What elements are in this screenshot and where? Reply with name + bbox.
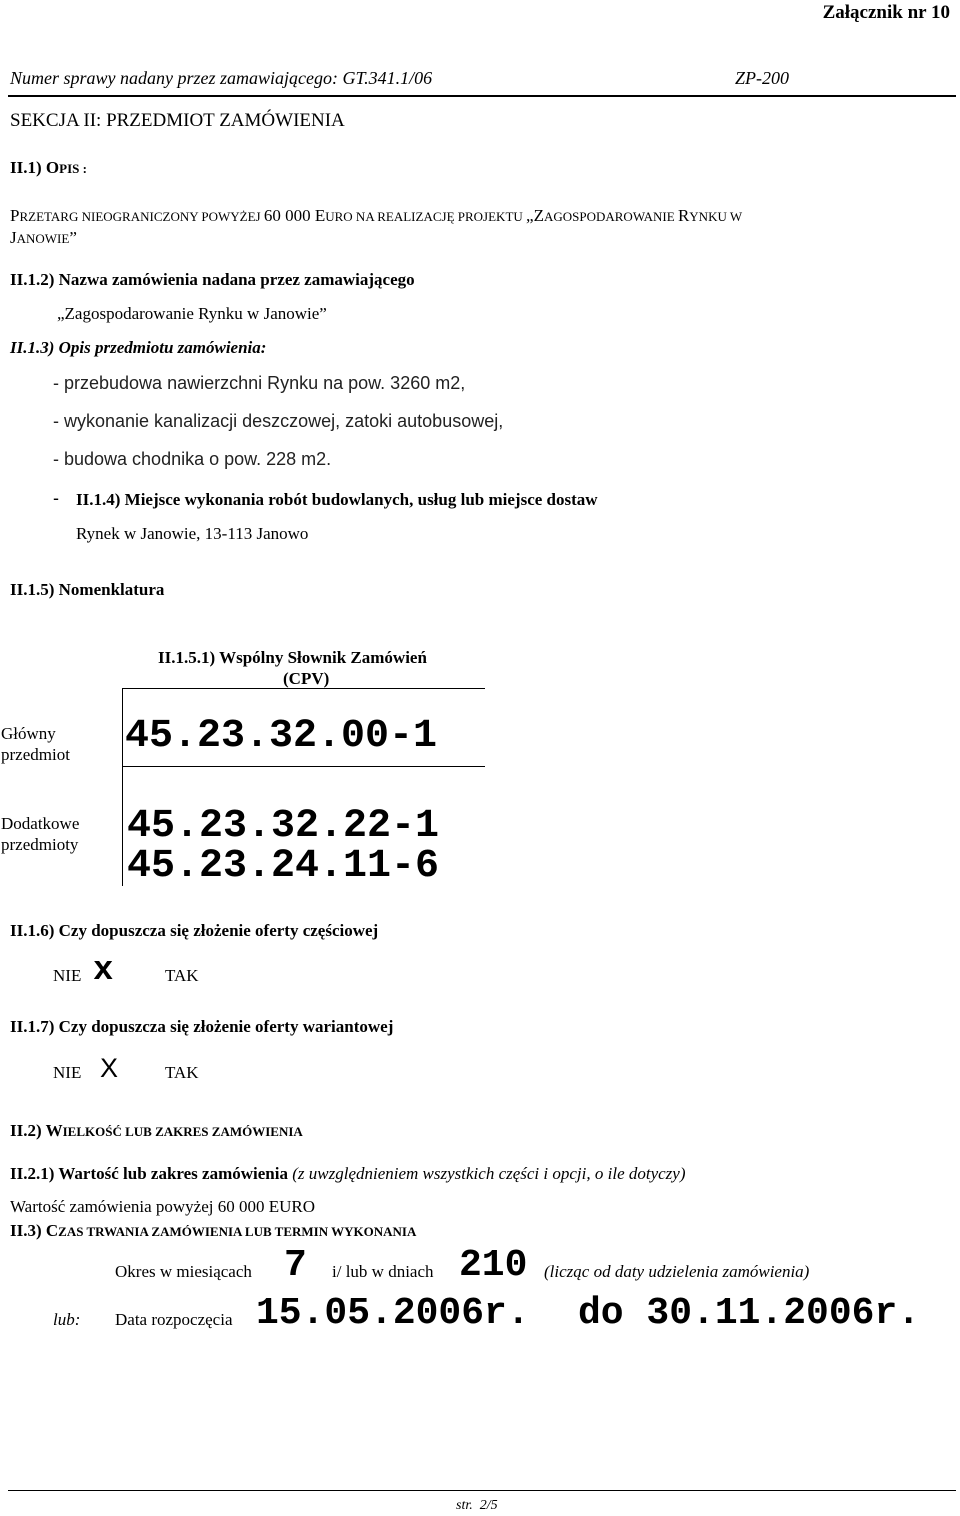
partial-no-mark: x: [93, 952, 114, 990]
value-text: Wartość zamówienia powyżej 60 000 EURO: [10, 1197, 316, 1216]
name-heading: II.1.2) Nazwa zamówienia nadana przez zamawiającego: [10, 270, 415, 289]
or-label: lub:: [53, 1310, 81, 1329]
attachment-label: Załącznik nr 10: [822, 2, 950, 23]
start-date-label: Data rozpoczęcia: [115, 1310, 233, 1329]
main-cpv-code: 45.23.32.00-1: [125, 714, 438, 759]
section-title: SEKCJA II: PRZEDMIOT ZAMÓWIENIA: [10, 110, 345, 131]
cpv-table-rule: [122, 766, 485, 767]
partial-offer-heading: II.1.6) Czy dopuszcza się złożenie oferty częściowej: [10, 921, 379, 940]
variant-offer-heading: II.1.7) Czy dopuszcza się złożenie oferty wariantowej: [10, 1017, 394, 1036]
description-heading: II.1) OPIS :: [10, 158, 87, 177]
cpv-table-rule: [122, 688, 485, 689]
name-value: „Zagospodarowanie Rynku w Janowie”: [57, 304, 327, 323]
value-heading-line: II.2.1) Wartość lub zakres zamówienia (z uwzględnieniem wszystkich części i opcji, o ile dotyczy): [10, 1164, 686, 1183]
footer-rule: [8, 1490, 956, 1491]
nomenclature-heading: II.1.5) Nomenklatura: [10, 580, 165, 599]
place-value: Rynek w Janowie, 13-113 Janowo: [76, 524, 309, 543]
extra-cpv-code: 45.23.24.11-6: [127, 844, 440, 889]
start-date-value: 15.05.2006r.: [256, 1292, 530, 1335]
days-note: (licząc od daty udzielenia zamówienia): [544, 1262, 810, 1281]
main-subject-label: Główny przedmiot: [1, 724, 70, 764]
case-number: Numer sprawy nadany przez zamawiającego: GT.341.1/06: [10, 68, 433, 88]
place-dash: -: [53, 488, 59, 508]
header-rule: [8, 95, 956, 97]
extra-cpv-code: 45.23.32.22-1: [127, 804, 440, 849]
extra-subjects-label: Dodatkowe przedmioty: [1, 814, 80, 854]
duration-heading: II.3) CZAS TRWANIA ZAMÓWIENIA LUB TERMIN WYKONANIA: [10, 1221, 417, 1240]
days-label: i/ lub w dniach: [332, 1262, 434, 1281]
variant-no-label: NIE: [53, 1063, 82, 1082]
end-date-value: do 30.11.2006r.: [578, 1292, 921, 1335]
variant-yes-label: TAK: [165, 1063, 199, 1082]
variant-no-mark: X: [100, 1053, 119, 1083]
subject-item: - wykonanie kanalizacji deszczowej, zatoki autobusowej,: [53, 411, 504, 431]
place-heading: II.1.4) Miejsce wykonania robót budowlanych, usług lub miejsce dostaw: [76, 490, 598, 509]
subject-item: - budowa chodnika o pow. 228 m2.: [53, 449, 332, 469]
cpv-table-divider: [122, 688, 123, 886]
page-number: str. 2/5: [456, 1498, 498, 1513]
months-value: 7: [284, 1244, 307, 1287]
scope-heading: II.2) WIELKOŚĆ LUB ZAKRES ZAMÓWIENIA: [10, 1121, 303, 1140]
months-label: Okres w miesiącach: [115, 1262, 252, 1281]
procedure-description: PRZETARG NIEOGRANICZONY POWYŻEJ 60 000 EURO NA REALIZACJĘ PROJEKTU „ZAGOSPODAROWANIE RYNKU W: [10, 206, 743, 225]
cpv-heading: II.1.5.1) Wspólny Słownik Zamówień: [158, 648, 427, 667]
partial-yes-label: TAK: [165, 966, 199, 985]
procedure-description-cont: JANOWIE”: [10, 228, 77, 247]
subject-item: - przebudowa nawierzchni Rynku na pow. 3260 m2,: [53, 373, 466, 393]
subject-heading: II.1.3) Opis przedmiotu zamówienia:: [10, 338, 267, 357]
cpv-heading-abbr: (CPV): [283, 669, 330, 688]
days-value: 210: [459, 1244, 528, 1287]
form-code: ZP-200: [735, 68, 789, 88]
partial-no-label: NIE: [53, 966, 82, 985]
